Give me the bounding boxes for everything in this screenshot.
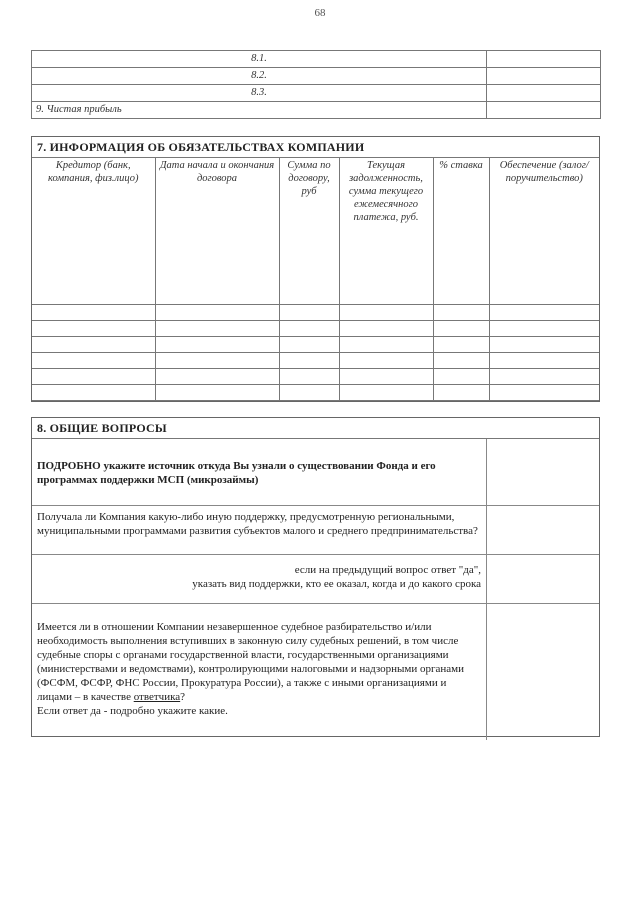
page-number: 68 xyxy=(314,7,326,19)
cell[interactable] xyxy=(155,337,279,353)
table-row xyxy=(32,337,599,353)
cell[interactable] xyxy=(32,305,155,321)
cell[interactable] xyxy=(279,353,339,369)
cell[interactable] xyxy=(339,369,433,385)
value-cell[interactable] xyxy=(487,102,601,119)
column-header: Дата начала и окончания договора xyxy=(155,158,279,305)
cell[interactable] xyxy=(32,337,155,353)
question-support-details xyxy=(32,555,487,603)
column-header: % ставка xyxy=(433,158,489,305)
question-row xyxy=(32,604,599,740)
row-label: 8.3. xyxy=(32,85,487,102)
cell[interactable] xyxy=(489,305,599,321)
table-row xyxy=(32,102,601,119)
cell[interactable] xyxy=(339,321,433,337)
cell[interactable] xyxy=(155,385,279,401)
table-row xyxy=(32,321,599,337)
cell[interactable] xyxy=(489,321,599,337)
cell[interactable] xyxy=(433,321,489,337)
row-label: 8.1. xyxy=(32,51,487,68)
cell[interactable] xyxy=(433,353,489,369)
question-row xyxy=(32,555,599,604)
cell[interactable] xyxy=(32,321,155,337)
cell[interactable] xyxy=(32,385,155,401)
table-row xyxy=(32,51,601,68)
value-cell[interactable] xyxy=(487,68,601,85)
table-header-row xyxy=(32,158,599,305)
value-cell[interactable] xyxy=(487,51,601,68)
cell[interactable] xyxy=(155,321,279,337)
finance-table xyxy=(31,50,601,119)
cell[interactable] xyxy=(155,305,279,321)
cell[interactable] xyxy=(489,369,599,385)
section-title: 8. ОБЩИЕ ВОПРОСЫ xyxy=(32,418,599,439)
value-cell[interactable] xyxy=(487,85,601,102)
table-row xyxy=(32,305,599,321)
cell[interactable] xyxy=(433,385,489,401)
cell[interactable] xyxy=(279,385,339,401)
cell[interactable] xyxy=(433,369,489,385)
litigation-defendant: ответчика xyxy=(133,691,181,703)
cell[interactable] xyxy=(433,305,489,321)
support-details-line: указать вид поддержки, кто ее оказал, когда и до какого срока xyxy=(192,578,481,590)
cell[interactable] xyxy=(489,385,599,401)
column-header: Сумма по договору, руб xyxy=(279,158,339,305)
cell[interactable] xyxy=(339,337,433,353)
litigation-text: Имеется ли в отношении Компании незавершенное судебное разбирательство и/или необходимость выполнения вступивших в законную силу судебных решений, в том числе судебные споры с органами государственной власти, государственными организациями (министерствами и ведомствами), контролирующими налоговыми и надзорными органами (ФСФМ, ФСФР, ФНС России, Прокуратура России), а также с иными организациями и лицами – в качестве xyxy=(37,621,465,703)
cell[interactable] xyxy=(489,353,599,369)
cell[interactable] xyxy=(155,353,279,369)
table-row xyxy=(32,85,601,102)
row-label: 9. Чистая прибыль xyxy=(32,102,487,119)
question-source: ПОДРОБНО укажите источник откуда Вы узнали о существовании Фонда и его программах поддержки МСП (микрозаймы) xyxy=(32,439,487,505)
section-title: 7. ИНФОРМАЦИЯ ОБ ОБЯЗАТЕЛЬСТВАХ КОМПАНИИ xyxy=(32,137,599,158)
table-row xyxy=(32,68,601,85)
cell[interactable] xyxy=(279,321,339,337)
obligations-table xyxy=(32,158,599,401)
cell[interactable] xyxy=(339,353,433,369)
column-header: Обеспечение (залог/поручительство) xyxy=(489,158,599,305)
question-litigation xyxy=(32,604,487,740)
table-row xyxy=(32,353,599,369)
cell[interactable] xyxy=(339,385,433,401)
cell[interactable] xyxy=(489,337,599,353)
question-other-support: Получала ли Компания какую-либо иную поддержку, предусмотренную региональными, муниципальными программами развития субъектов малого и среднего предпринимательства? xyxy=(32,506,487,554)
row-label: 8.2. xyxy=(32,68,487,85)
table-row xyxy=(32,385,599,401)
cell[interactable] xyxy=(339,305,433,321)
column-header: Кредитор (банк, компания, физ.лицо) xyxy=(32,158,155,305)
cell[interactable] xyxy=(279,305,339,321)
answer-cell[interactable] xyxy=(487,506,599,554)
cell[interactable] xyxy=(32,353,155,369)
litigation-qmark: ? xyxy=(180,691,186,703)
cell[interactable] xyxy=(279,369,339,385)
cell[interactable] xyxy=(32,369,155,385)
cell[interactable] xyxy=(433,337,489,353)
cell[interactable] xyxy=(155,369,279,385)
table-row xyxy=(32,369,599,385)
answer-cell[interactable] xyxy=(487,439,599,505)
column-header: Текущая задолженность, сумма текущего ежемесячного платежа, руб. xyxy=(339,158,433,305)
support-details-line: если на предыдущий вопрос ответ "да", xyxy=(294,564,481,576)
question-row xyxy=(32,439,599,506)
litigation-instruction: Если ответ да - подробно укажите какие. xyxy=(37,705,228,717)
cell[interactable] xyxy=(279,337,339,353)
question-row xyxy=(32,506,599,555)
general-questions-section xyxy=(31,417,600,737)
obligations-section xyxy=(31,136,600,402)
answer-cell[interactable] xyxy=(487,555,599,603)
answer-cell[interactable] xyxy=(487,604,599,740)
